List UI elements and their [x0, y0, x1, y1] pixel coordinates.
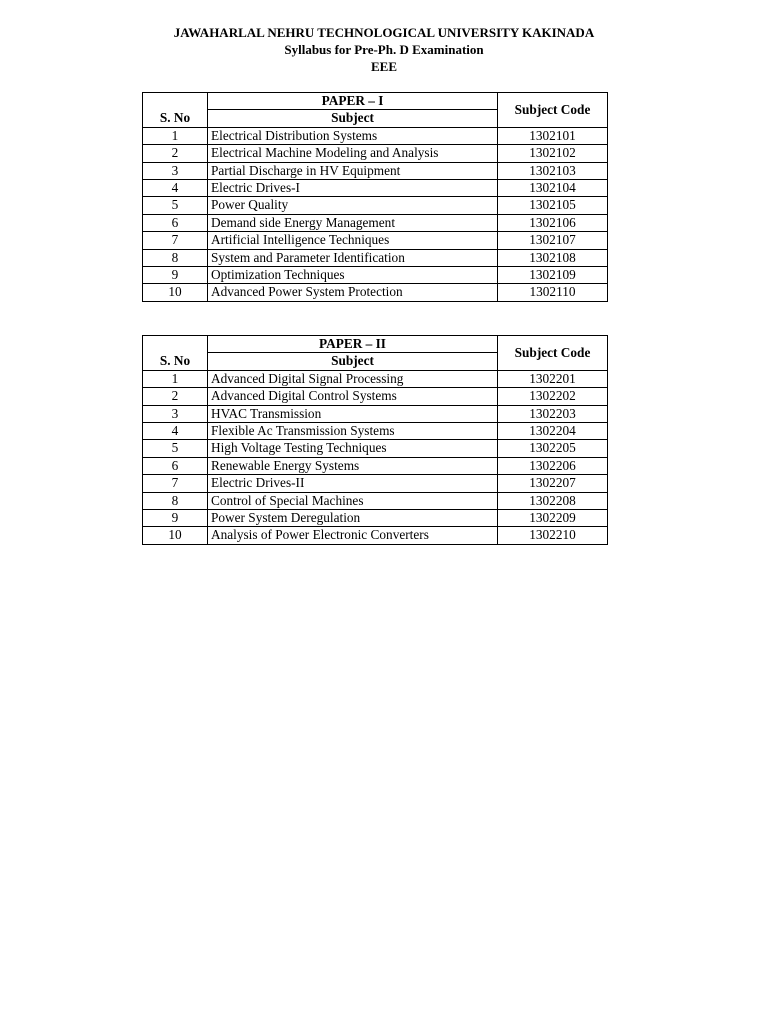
subject-name-cell: Electrical Distribution Systems [208, 127, 498, 144]
serial-number-cell: 1 [143, 127, 208, 144]
university-title: JAWAHARLAL NEHRU TECHNOLOGICAL UNIVERSITY KAKINADA [173, 25, 595, 40]
subject-code-cell: 1302210 [498, 527, 608, 544]
subject-code-header: Subject Code [498, 336, 608, 371]
subject-name-cell: Analysis of Power Electronic Converters [208, 527, 498, 544]
subject-code-cell: 1302101 [498, 127, 608, 144]
subject-code-cell: 1302209 [498, 510, 608, 527]
branch-label: EEE [370, 59, 397, 74]
table-row [143, 197, 608, 214]
serial-number-cell: 4 [143, 180, 208, 197]
table-row [143, 388, 608, 405]
serial-number-cell: 6 [143, 214, 208, 231]
paper-2-body [143, 370, 608, 544]
serial-number-cell: 1 [143, 370, 208, 387]
subject-code-cell: 1302104 [498, 180, 608, 197]
syllabus-subtitle: Syllabus for Pre-Ph. D Examination [284, 42, 484, 57]
table-row [143, 457, 608, 474]
table-row [143, 370, 608, 387]
subject-name-cell: System and Parameter Identification [208, 249, 498, 266]
table-row [143, 127, 608, 144]
serial-number-cell: 5 [143, 440, 208, 457]
subject-name-cell: Power Quality [208, 197, 498, 214]
subject-name-cell: HVAC Transmission [208, 405, 498, 422]
serial-number-cell: 7 [143, 475, 208, 492]
subject-header: Subject [208, 353, 498, 370]
serial-number-cell: 3 [143, 162, 208, 179]
serial-number-cell: 7 [143, 232, 208, 249]
subject-code-cell: 1302107 [498, 232, 608, 249]
table-row [143, 440, 608, 457]
subject-code-cell: 1302105 [498, 197, 608, 214]
serial-number-cell: 6 [143, 457, 208, 474]
subject-name-cell: Optimization Techniques [208, 267, 498, 284]
table-row [143, 232, 608, 249]
serial-number-cell: 10 [143, 284, 208, 301]
subject-code-cell: 1302201 [498, 370, 608, 387]
paper-2-table [142, 335, 608, 545]
paper-title: PAPER – I [208, 93, 498, 110]
serial-number-cell: 9 [143, 267, 208, 284]
serial-number-cell: 8 [143, 249, 208, 266]
paper-title: PAPER – II [208, 336, 498, 353]
paper-1-table [142, 92, 608, 302]
sno-header: S. No [143, 110, 208, 127]
serial-number-cell: 4 [143, 423, 208, 440]
subject-code-cell: 1302203 [498, 405, 608, 422]
table-row [143, 510, 608, 527]
empty-header-cell [143, 93, 208, 110]
table-row [143, 475, 608, 492]
serial-number-cell: 9 [143, 510, 208, 527]
table-row [143, 145, 608, 162]
subject-code-cell: 1302207 [498, 475, 608, 492]
table-row [143, 214, 608, 231]
subject-code-cell: 1302108 [498, 249, 608, 266]
table-row [143, 267, 608, 284]
subject-code-cell: 1302102 [498, 145, 608, 162]
table-row [143, 284, 608, 301]
serial-number-cell: 10 [143, 527, 208, 544]
subject-name-cell: Partial Discharge in HV Equipment [208, 162, 498, 179]
table-row [143, 162, 608, 179]
subject-name-cell: Power System Deregulation [208, 510, 498, 527]
table-row [143, 423, 608, 440]
sno-header: S. No [143, 353, 208, 370]
serial-number-cell: 3 [143, 405, 208, 422]
subject-name-cell: Flexible Ac Transmission Systems [208, 423, 498, 440]
subject-name-cell: Electric Drives-II [208, 475, 498, 492]
serial-number-cell: 2 [143, 388, 208, 405]
table-row [143, 249, 608, 266]
table-row [143, 405, 608, 422]
subject-name-cell: Renewable Energy Systems [208, 457, 498, 474]
subject-code-cell: 1302109 [498, 267, 608, 284]
table-row [143, 527, 608, 544]
table-row [143, 492, 608, 509]
subject-name-cell: Advanced Digital Signal Processing [208, 370, 498, 387]
subject-name-cell: Demand side Energy Management [208, 214, 498, 231]
subject-name-cell: Advanced Power System Protection [208, 284, 498, 301]
subject-code-cell: 1302205 [498, 440, 608, 457]
serial-number-cell: 5 [143, 197, 208, 214]
subject-name-cell: Artificial Intelligence Techniques [208, 232, 498, 249]
subject-name-cell: Electric Drives-I [208, 180, 498, 197]
document-header [0, 24, 768, 75]
subject-code-cell: 1302208 [498, 492, 608, 509]
subject-code-cell: 1302204 [498, 423, 608, 440]
subject-code-cell: 1302202 [498, 388, 608, 405]
empty-header-cell [143, 336, 208, 353]
table-row [143, 180, 608, 197]
subject-header: Subject [208, 110, 498, 127]
subject-code-cell: 1302206 [498, 457, 608, 474]
subject-code-header: Subject Code [498, 93, 608, 128]
subject-code-cell: 1302106 [498, 214, 608, 231]
subject-name-cell: Advanced Digital Control Systems [208, 388, 498, 405]
paper-1-body [143, 127, 608, 301]
subject-name-cell: Control of Special Machines [208, 492, 498, 509]
serial-number-cell: 2 [143, 145, 208, 162]
subject-code-cell: 1302110 [498, 284, 608, 301]
subject-name-cell: High Voltage Testing Techniques [208, 440, 498, 457]
serial-number-cell: 8 [143, 492, 208, 509]
subject-name-cell: Electrical Machine Modeling and Analysis [208, 145, 498, 162]
subject-code-cell: 1302103 [498, 162, 608, 179]
